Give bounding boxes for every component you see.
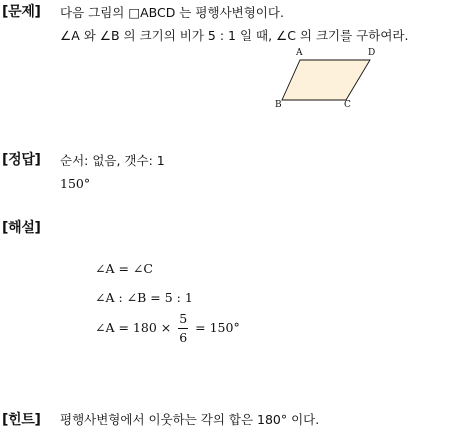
solution-line-1: ∠A = ∠C — [95, 261, 153, 276]
problem-line-2: ∠A 와 ∠B 의 크기의 비가 5 : 1 일 때, ∠C 의 크기를 구하여라. — [60, 28, 409, 43]
solution-line-3-suffix: = 150° — [195, 320, 240, 335]
answer-meta: 순서: 없음, 갯수: 1 — [60, 153, 165, 168]
fraction-denominator: 6 — [179, 329, 188, 345]
solution-line-3-prefix: ∠A = 180 × — [95, 320, 172, 335]
answer-value: 150° — [60, 176, 91, 191]
hint-tag: [힌트] — [2, 412, 41, 428]
fraction — [178, 313, 188, 344]
parallelogram-shape — [270, 48, 380, 110]
vertex-label-d: D — [368, 48, 376, 58]
solution-line-3 — [95, 313, 240, 344]
solution-line-2: ∠A : ∠B = 5 : 1 — [95, 290, 193, 305]
parallelogram-polygon — [282, 60, 370, 100]
problem-line-1: 다음 그림의 □ABCD 는 평행사변형이다. — [60, 5, 284, 20]
answer-tag: [정답] — [2, 152, 41, 168]
hint-text: 평행사변형에서 이웃하는 각의 합은 180° 이다. — [60, 412, 320, 427]
parallelogram-figure — [270, 48, 380, 110]
solution-tag: [해설] — [2, 220, 41, 236]
vertex-label-b: B — [275, 100, 282, 110]
vertex-label-a: A — [296, 48, 303, 58]
fraction-numerator: 5 — [178, 313, 188, 329]
vertex-label-c: C — [344, 100, 351, 110]
problem-tag: [문제] — [2, 4, 41, 20]
